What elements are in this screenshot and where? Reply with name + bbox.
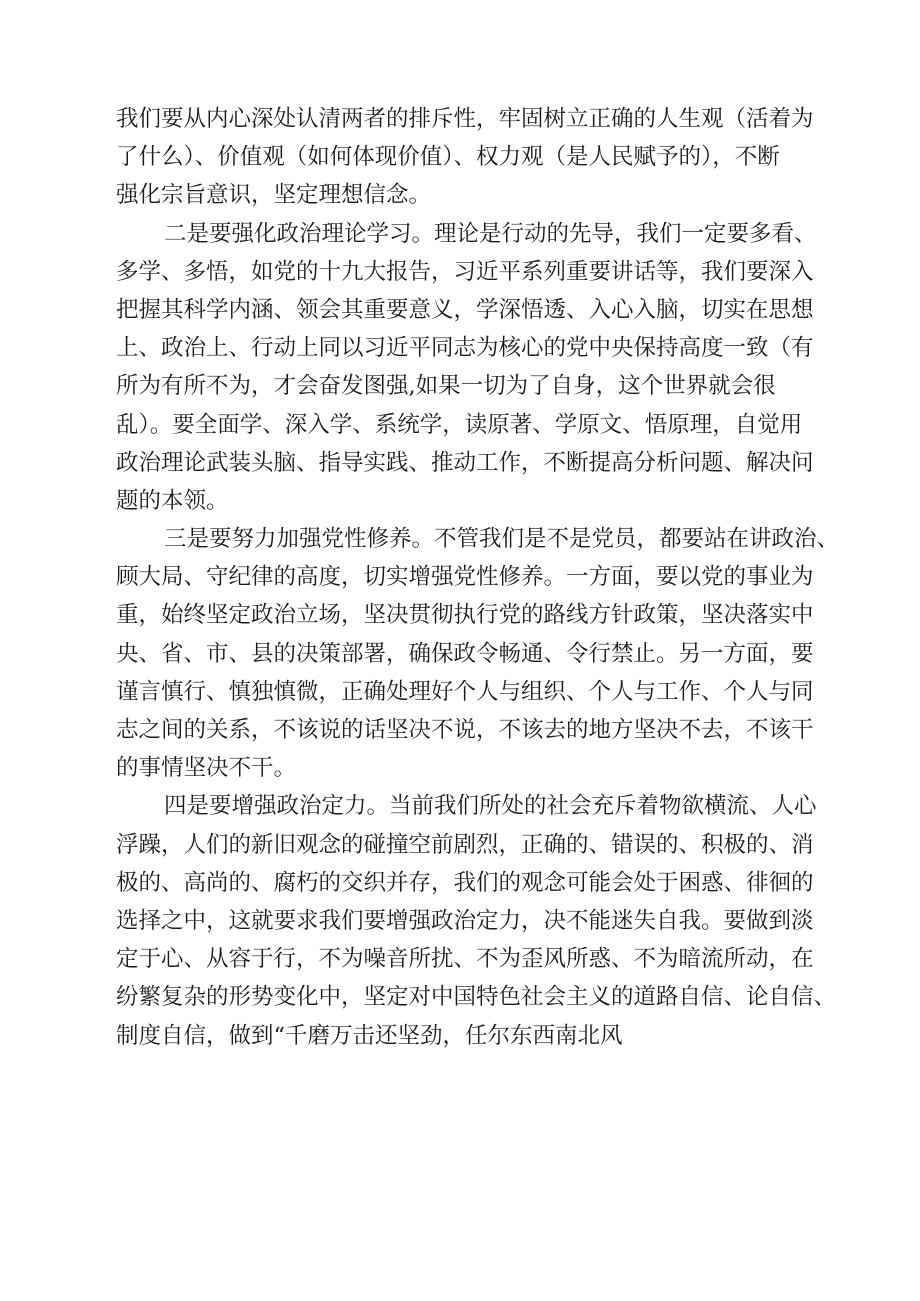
text-line: 所为有所不为，才会奋发图强,如果一切为了自身，这个世界就会很: [116, 373, 776, 400]
document-body: [116, 100, 846, 1055]
text-line: 乱）。要全面学、深入学、系统学，读原著、学原文、悟原理，自觉用: [116, 411, 803, 438]
text-line: 了什么）、价值观（如何体现价值）、权力观（是人民赋予的），不断: [116, 144, 780, 171]
text-line: 志之间的关系，不该说的话坚决不说，不该去的地方坚决不去，不该干: [116, 717, 814, 743]
text-line: 强化宗旨意识，坚定理想信念。: [116, 182, 432, 209]
text-line: 顾大局、守纪律的高度，切实增强党性修养。一方面，要以党的事业为: [116, 564, 814, 591]
text-line: 央、省、市、县的决策部署，确保政令畅通、令行禁止。另一方面，要: [116, 640, 814, 667]
text-line: 政治理论武装头脑、指导实践、推动工作，不断提高分析问题、解决问: [116, 449, 814, 476]
text-line: 制度自信，做到“千磨万击还坚劲，任尔东西南北风: [116, 1022, 623, 1049]
text-line: 浮躁，人们的新旧观念的碰撞空前剧烈，正确的、错误的、积极的、消: [116, 831, 814, 858]
text-line: 纷繁复杂的形势变化中，坚定对中国特色社会主义的道路自信、论自信、: [116, 984, 837, 1011]
paragraph-first-line: 四是要增强政治定力。当前我们所处的社会充斥着物欲横流、人心: [164, 793, 817, 820]
text-line: 定于心、从容于行，不为噪音所扰、不为歪风所惑、不为暗流所动，在: [116, 946, 814, 973]
text-line: 我们要从内心深处认清两者的排斥性，牢固树立正确的人生观（活着为: [116, 106, 814, 132]
text-line: 谨言慎行、慎独慎微，正确处理好个人与组织、个人与工作、个人与同: [116, 678, 814, 705]
text-line: 把握其科学内涵、领会其重要意义，学深悟透、入心入脑，切实在思想: [116, 296, 814, 323]
text-line: 上、政治上、行动上同以习近平同志为核心的党中央保持高度一致（有: [116, 335, 814, 362]
paragraph-first-line: 二是要强化政治理论学习。理论是行动的先导，我们一定要多看、: [164, 220, 817, 247]
text-line: 题的本领。: [116, 487, 229, 514]
paragraph-first-line: 三是要努力加强党性修养。不管我们是不是党员，都要站在讲政治、: [164, 526, 840, 553]
text-line: 的事情坚决不干。: [116, 755, 297, 782]
text-line: 多学、多悟，如党的十九大报告，习近平系列重要讲话等，我们要深入: [116, 258, 814, 285]
text-line: 选择之中，这就要求我们要增强政治定力，决不能迷失自我。要做到淡: [116, 907, 814, 934]
text-line: 重，始终坚定政治立场，坚决贯彻执行党的路线方针政策，坚决落实中: [116, 602, 814, 629]
text-line: 极的、高尚的、腐朽的交织并存，我们的观念可能会处于困惑、徘徊的: [116, 869, 814, 896]
